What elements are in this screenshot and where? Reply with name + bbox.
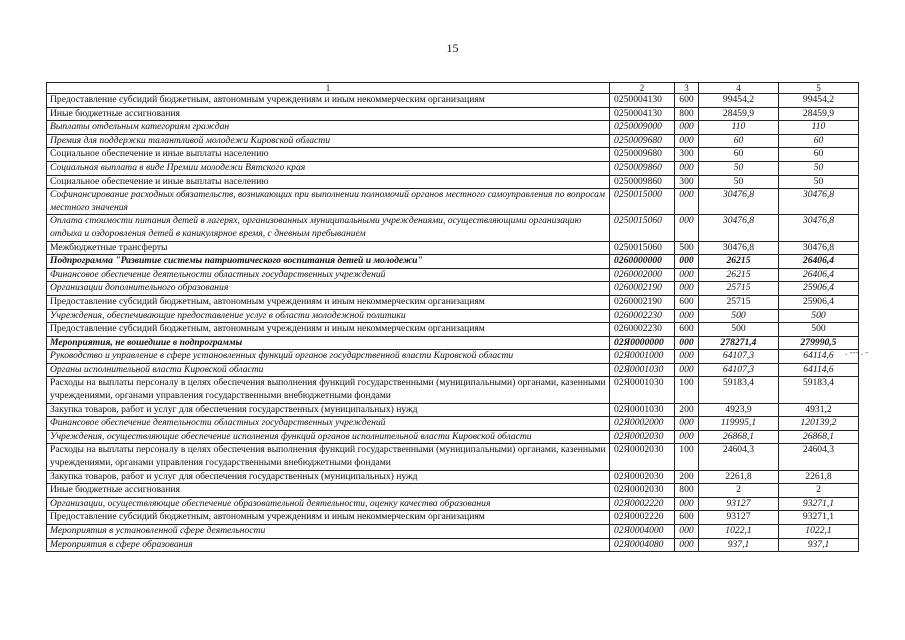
row-value-2019-cell: 50 xyxy=(699,161,779,175)
row-name-cell: Расходы на выплаты персоналу в целях обеспечения выполнения функций государственными (муниципальными) органами, казенными учреждениями, органами управления государственными внебюджетными фондами xyxy=(47,444,610,470)
row-code-cell: 0260002230 xyxy=(610,323,675,337)
table-row xyxy=(47,94,859,108)
row-value-2020-cell: 64114,6 xyxy=(779,350,859,364)
row-value-2019-cell: 2261,8 xyxy=(699,470,779,484)
table-row xyxy=(47,175,859,189)
row-name-cell: Закупка товаров, работ и услуг для обеспечения государственных (муниципальных) нужд xyxy=(47,403,610,417)
row-type-cell: 200 xyxy=(675,470,699,484)
row-name-cell: Финансовое обеспечение деятельности областных государственных учреждений xyxy=(47,268,610,282)
row-value-2020-cell: 279990,5 xyxy=(779,336,859,350)
row-code-cell: 0250015060 xyxy=(610,241,675,255)
row-type-cell: 000 xyxy=(675,538,699,552)
row-code-cell: 02Я0001030 xyxy=(610,403,675,417)
row-name-cell: Оплата стоимости питания детей в лагерях, организованных муниципальными учреждениями, осуществляющими организацию отдыха и оздоровления детей в каникулярное время, с дневным пребыванием xyxy=(47,215,610,241)
row-value-2019-cell: 25715 xyxy=(699,282,779,296)
table-row xyxy=(47,309,859,323)
row-name-cell: Учреждения, осуществляющие обеспечение исполнения функций органов исполнительной власти Кировской области xyxy=(47,430,610,444)
table-header-row xyxy=(47,83,859,94)
row-name-cell: Предоставление субсидий бюджетным, автономным учреждениям и иным некоммерческим организациям xyxy=(47,94,610,108)
row-type-cell: 300 xyxy=(675,175,699,189)
row-type-cell: 000 xyxy=(675,363,699,377)
row-type-cell: 000 xyxy=(675,134,699,148)
table-row xyxy=(47,121,859,135)
table-body xyxy=(47,94,859,552)
row-value-2019-cell: 4923,9 xyxy=(699,403,779,417)
table-row xyxy=(47,323,859,337)
table-row xyxy=(47,497,859,511)
row-type-cell: 600 xyxy=(675,94,699,108)
row-value-2020-cell: 26406,4 xyxy=(779,268,859,282)
row-code-cell: 0250009860 xyxy=(610,161,675,175)
row-type-cell: 000 xyxy=(675,350,699,364)
row-code-cell: 02Я0002000 xyxy=(610,417,675,431)
row-value-2019-cell: 30476,8 xyxy=(699,241,779,255)
row-type-cell: 000 xyxy=(675,255,699,269)
table-row xyxy=(47,403,859,417)
column-header: 3 xyxy=(675,83,699,94)
row-code-cell: 0250015060 xyxy=(610,215,675,241)
row-value-2020-cell: 500 xyxy=(779,323,859,337)
row-code-cell: 02Я0001030 xyxy=(610,363,675,377)
row-value-2020-cell: 93271,1 xyxy=(779,511,859,525)
row-type-cell: 000 xyxy=(675,309,699,323)
column-header: 2 xyxy=(610,83,675,94)
row-value-2020-cell: 25906,4 xyxy=(779,282,859,296)
row-name-cell: Закупка товаров, работ и услуг для обеспечения государственных (муниципальных) нужд xyxy=(47,470,610,484)
row-value-2020-cell: 110 xyxy=(779,121,859,135)
table-row xyxy=(47,525,859,539)
row-value-2019-cell: 30476,8 xyxy=(699,189,779,215)
row-code-cell: 02Я0002030 xyxy=(610,484,675,498)
row-type-cell: 000 xyxy=(675,336,699,350)
row-value-2020-cell: 4931,2 xyxy=(779,403,859,417)
row-value-2020-cell: 60 xyxy=(779,134,859,148)
row-name-cell: Учреждения, обеспечивающие предоставление услуг в области молодежной политики xyxy=(47,309,610,323)
row-value-2019-cell: 937,1 xyxy=(699,538,779,552)
row-name-cell: Подпрограмма "Развитие системы патриотического воспитания детей и молодежи" xyxy=(47,255,610,269)
row-value-2020-cell: 26406,4 xyxy=(779,255,859,269)
row-name-cell: Организации, осуществляющие обеспечение образовательной деятельности, оценку качества образования xyxy=(47,497,610,511)
row-name-cell: Мероприятия в установленной сфере деятельности xyxy=(47,525,610,539)
table-row xyxy=(47,336,859,350)
row-code-cell: 02Я0002030 xyxy=(610,430,675,444)
margin-mark: . ‐‐‐ . ‐ xyxy=(845,347,869,357)
column-header: 1 xyxy=(47,83,610,94)
row-value-2020-cell: 24604,3 xyxy=(779,444,859,470)
row-type-cell: 000 xyxy=(675,417,699,431)
row-code-cell: 0250009860 xyxy=(610,175,675,189)
row-value-2020-cell: 28459,9 xyxy=(779,107,859,121)
row-name-cell: Организации дополнительного образования xyxy=(47,282,610,296)
row-value-2020-cell: 1022,1 xyxy=(779,525,859,539)
table-row xyxy=(47,377,859,403)
row-value-2020-cell: 2 xyxy=(779,484,859,498)
row-value-2019-cell: 500 xyxy=(699,309,779,323)
row-type-cell: 000 xyxy=(675,189,699,215)
row-value-2019-cell: 26215 xyxy=(699,255,779,269)
row-code-cell: 0260002230 xyxy=(610,309,675,323)
table-row xyxy=(47,134,859,148)
row-code-cell: 0260002000 xyxy=(610,268,675,282)
row-name-cell: Выплаты отдельным категориям граждан xyxy=(47,121,610,135)
row-value-2019-cell: 2 xyxy=(699,484,779,498)
table-row xyxy=(47,282,859,296)
table-row xyxy=(47,215,859,241)
row-value-2019-cell: 60 xyxy=(699,134,779,148)
row-code-cell: 0250004130 xyxy=(610,107,675,121)
table-row xyxy=(47,241,859,255)
row-name-cell: Руководство и управление в сфере установленных функций органов государственной власти Кировской области xyxy=(47,350,610,364)
table-row xyxy=(47,268,859,282)
row-value-2019-cell: 93127 xyxy=(699,497,779,511)
row-code-cell: 02Я0002220 xyxy=(610,497,675,511)
column-header: 5 xyxy=(779,83,859,94)
row-type-cell: 800 xyxy=(675,484,699,498)
row-code-cell: 02Я0004080 xyxy=(610,538,675,552)
row-type-cell: 000 xyxy=(675,161,699,175)
table-row xyxy=(47,470,859,484)
row-code-cell: 0250009680 xyxy=(610,148,675,162)
row-value-2019-cell: 60 xyxy=(699,148,779,162)
row-name-cell: Премия для поддержки талантливой молодежи Кировской области xyxy=(47,134,610,148)
row-value-2019-cell: 50 xyxy=(699,175,779,189)
row-type-cell: 600 xyxy=(675,511,699,525)
row-value-2019-cell: 26215 xyxy=(699,268,779,282)
row-value-2020-cell: 26868,1 xyxy=(779,430,859,444)
row-name-cell: Мероприятия, не вошедшие в подпрограммы xyxy=(47,336,610,350)
row-value-2020-cell: 59183,4 xyxy=(779,377,859,403)
table-row xyxy=(47,363,859,377)
table-row xyxy=(47,444,859,470)
row-name-cell: Межбюджетные трансферты xyxy=(47,241,610,255)
row-type-cell: 000 xyxy=(675,497,699,511)
table-row xyxy=(47,148,859,162)
budget-table xyxy=(46,82,859,552)
row-name-cell: Предоставление субсидий бюджетным, автономным учреждениям и иным некоммерческим организациям xyxy=(47,511,610,525)
row-value-2020-cell: 2261,8 xyxy=(779,470,859,484)
table-row xyxy=(47,430,859,444)
row-code-cell: 0260000000 xyxy=(610,255,675,269)
row-name-cell: Финансовое обеспечение деятельности областных государственных учреждений xyxy=(47,417,610,431)
table-row xyxy=(47,161,859,175)
row-code-cell: 02Я0002030 xyxy=(610,470,675,484)
column-header: 4 xyxy=(699,83,779,94)
row-value-2019-cell: 64107,3 xyxy=(699,350,779,364)
row-type-cell: 800 xyxy=(675,107,699,121)
row-type-cell: 000 xyxy=(675,282,699,296)
row-code-cell: 02Я0000000 xyxy=(610,336,675,350)
row-value-2019-cell: 110 xyxy=(699,121,779,135)
row-value-2020-cell: 937,1 xyxy=(779,538,859,552)
row-code-cell: 0250009680 xyxy=(610,134,675,148)
row-type-cell: 300 xyxy=(675,148,699,162)
row-code-cell: 0250004130 xyxy=(610,94,675,108)
row-code-cell: 0250009000 xyxy=(610,121,675,135)
row-value-2020-cell: 120139,2 xyxy=(779,417,859,431)
row-name-cell: Иные бюджетные ассигнования xyxy=(47,107,610,121)
row-code-cell: 02Я0001030 xyxy=(610,377,675,403)
table-row xyxy=(47,538,859,552)
row-value-2020-cell: 93271,1 xyxy=(779,497,859,511)
row-value-2020-cell: 99454,2 xyxy=(779,94,859,108)
row-name-cell: Расходы на выплаты персоналу в целях обеспечения выполнения функций государственными (муниципальными) органами, казенными учреждениями, органами управления государственными внебюджетными фондами xyxy=(47,377,610,403)
row-name-cell: Социальная выплата в виде Премии молодежи Вятского края xyxy=(47,161,610,175)
row-code-cell: 0260002190 xyxy=(610,295,675,309)
row-value-2020-cell: 50 xyxy=(779,161,859,175)
row-value-2019-cell: 99454,2 xyxy=(699,94,779,108)
row-type-cell: 000 xyxy=(675,121,699,135)
page-number: 15 xyxy=(446,41,459,55)
table-row xyxy=(47,189,859,215)
row-value-2020-cell: 60 xyxy=(779,148,859,162)
table-row xyxy=(47,255,859,269)
row-code-cell: 0260002190 xyxy=(610,282,675,296)
table-row xyxy=(47,107,859,121)
row-code-cell: 0250015000 xyxy=(610,189,675,215)
table-row xyxy=(47,295,859,309)
row-type-cell: 500 xyxy=(675,241,699,255)
row-value-2020-cell: 30476,8 xyxy=(779,241,859,255)
row-code-cell: 02Я0001000 xyxy=(610,350,675,364)
row-type-cell: 100 xyxy=(675,444,699,470)
row-name-cell: Иные бюджетные ассигнования xyxy=(47,484,610,498)
row-value-2020-cell: 50 xyxy=(779,175,859,189)
row-name-cell: Софинансирование расходных обязательств, возникающих при выполнении полномочий органов местного самоуправления по вопросам местного значения xyxy=(47,189,610,215)
table-row xyxy=(47,511,859,525)
row-value-2019-cell: 30476,8 xyxy=(699,215,779,241)
row-value-2019-cell: 28459,9 xyxy=(699,107,779,121)
row-name-cell: Предоставление субсидий бюджетным, автономным учреждениям и иным некоммерческим организациям xyxy=(47,295,610,309)
row-name-cell: Социальное обеспечение и иные выплаты населению xyxy=(47,148,610,162)
row-value-2019-cell: 500 xyxy=(699,323,779,337)
table-row xyxy=(47,484,859,498)
row-value-2019-cell: 25715 xyxy=(699,295,779,309)
row-type-cell: 200 xyxy=(675,403,699,417)
row-type-cell: 100 xyxy=(675,377,699,403)
row-value-2020-cell: 25906,4 xyxy=(779,295,859,309)
row-name-cell: Предоставление субсидий бюджетным, автономным учреждениям и иным некоммерческим организациям xyxy=(47,323,610,337)
table-row xyxy=(47,350,859,364)
row-value-2019-cell: 24604,3 xyxy=(699,444,779,470)
row-name-cell: Мероприятия в сфере образования xyxy=(47,538,610,552)
table-row xyxy=(47,417,859,431)
row-value-2020-cell: 30476,8 xyxy=(779,215,859,241)
row-type-cell: 000 xyxy=(675,268,699,282)
row-type-cell: 000 xyxy=(675,525,699,539)
row-value-2020-cell: 30476,8 xyxy=(779,189,859,215)
row-code-cell: 02Я0004000 xyxy=(610,525,675,539)
row-code-cell: 02Я0002220 xyxy=(610,511,675,525)
row-type-cell: 000 xyxy=(675,430,699,444)
row-value-2019-cell: 59183,4 xyxy=(699,377,779,403)
row-value-2019-cell: 1022,1 xyxy=(699,525,779,539)
row-type-cell: 000 xyxy=(675,215,699,241)
row-value-2019-cell: 93127 xyxy=(699,511,779,525)
row-type-cell: 600 xyxy=(675,295,699,309)
row-value-2019-cell: 278271,4 xyxy=(699,336,779,350)
row-type-cell: 600 xyxy=(675,323,699,337)
row-value-2019-cell: 119995,1 xyxy=(699,417,779,431)
row-value-2020-cell: 64114,6 xyxy=(779,363,859,377)
row-value-2019-cell: 64107,3 xyxy=(699,363,779,377)
row-value-2020-cell: 500 xyxy=(779,309,859,323)
row-name-cell: Социальное обеспечение и иные выплаты населению xyxy=(47,175,610,189)
row-code-cell: 02Я0002030 xyxy=(610,444,675,470)
row-value-2019-cell: 26868,1 xyxy=(699,430,779,444)
row-name-cell: Органы исполнительной власти Кировской области xyxy=(47,363,610,377)
